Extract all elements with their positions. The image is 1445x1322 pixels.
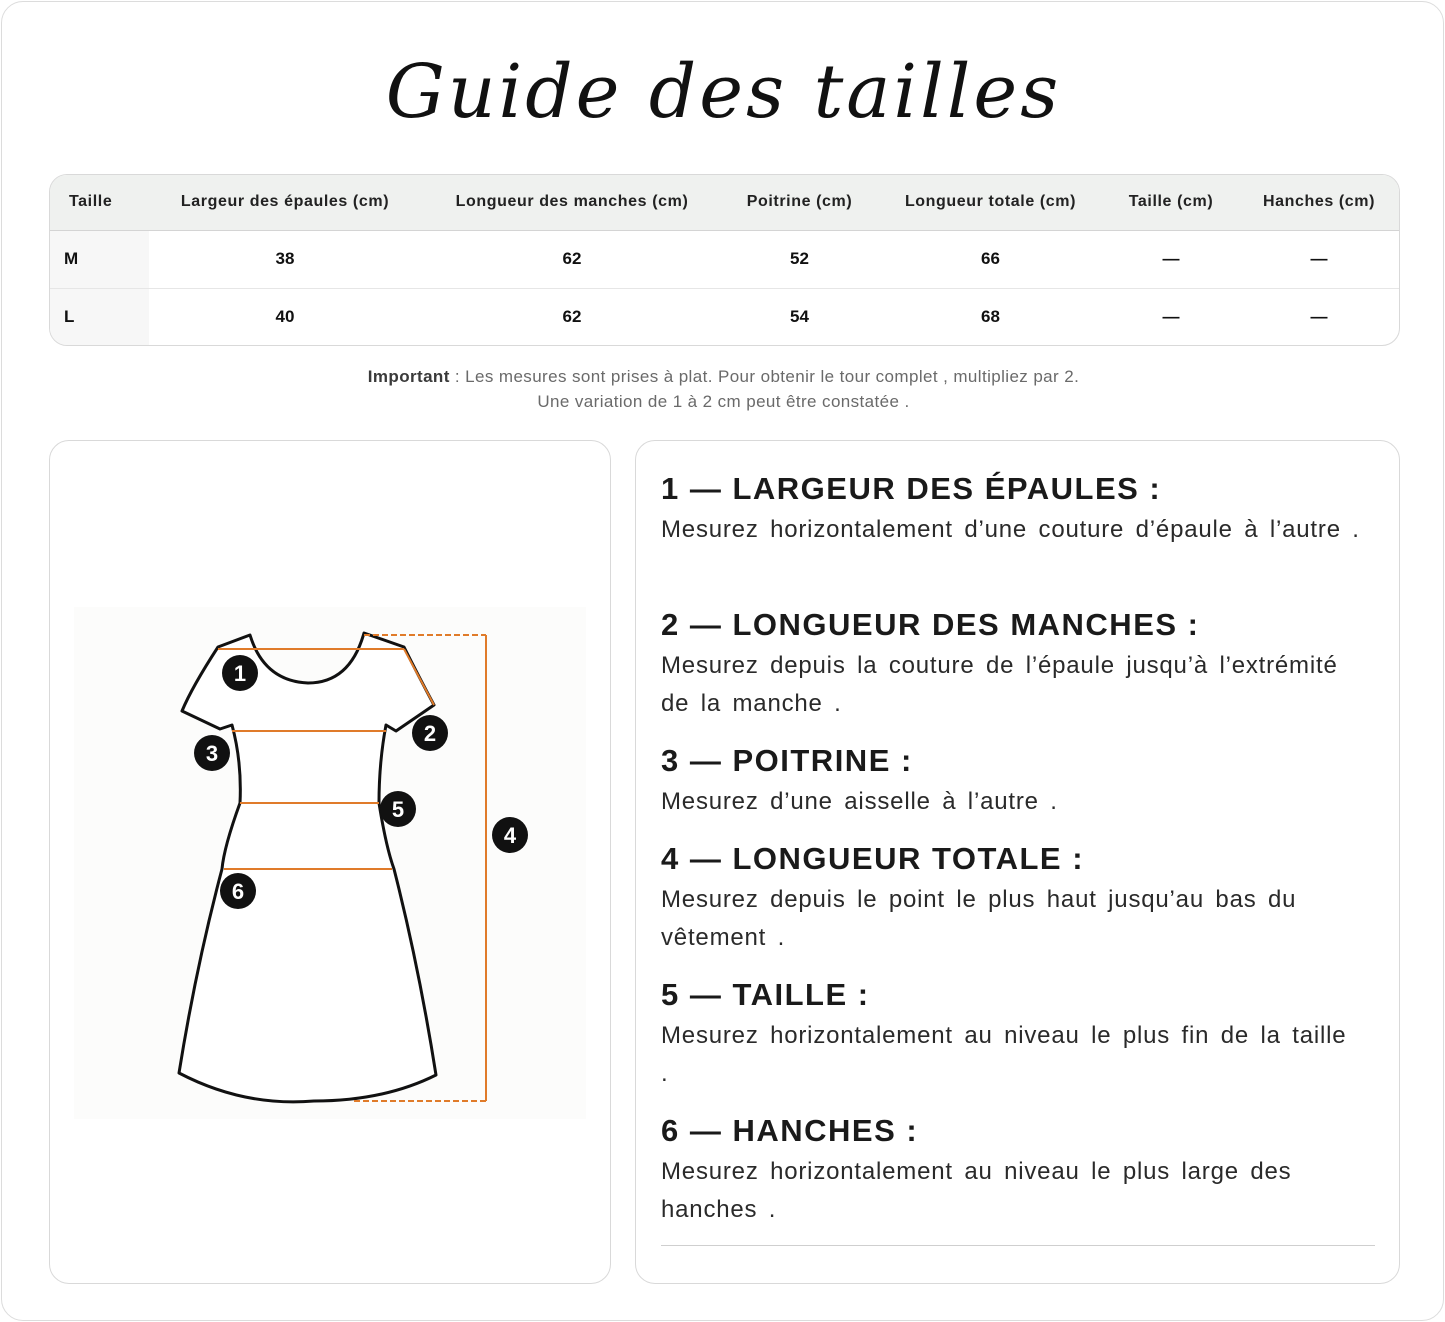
- size-guide-page: [1, 1, 1444, 1321]
- step-chest: [661, 743, 1361, 821]
- step-title: 5 — TAILLE :: [661, 977, 870, 1012]
- note-line-1: : Les mesures sont prises à plat. Pour obtenir le tour complet , multipliez par 2.: [449, 367, 1080, 386]
- table-cell: 40: [275, 307, 295, 327]
- svg-text:5: 5: [391, 797, 405, 822]
- step-total-length: [661, 841, 1361, 957]
- divider: [661, 1245, 1375, 1246]
- table-cell: —: [1162, 307, 1180, 327]
- step-title: 4 — LONGUEUR TOTALE :: [661, 841, 1085, 876]
- step-title: 6 — HANCHES :: [661, 1113, 919, 1148]
- column-header: Poitrine (cm): [723, 175, 876, 230]
- marker-2: [412, 715, 448, 751]
- column-header: Hanches (cm): [1237, 175, 1400, 230]
- step-shoulder-width: [661, 471, 1361, 549]
- table-cell: 62: [421, 230, 723, 288]
- marker-3: [194, 735, 230, 771]
- table-header-row: [50, 175, 1400, 230]
- note-line-2: Une variation de 1 à 2 cm peut être constatée .: [537, 392, 910, 411]
- step-hips: [661, 1113, 1361, 1229]
- step-text: Mesurez horizontalement d’une couture d’épaule à l’autre .: [661, 516, 1360, 543]
- table-cell: —: [1105, 230, 1237, 288]
- step-sleeve-length: [661, 607, 1361, 723]
- measurement-note: [2, 364, 1445, 414]
- table-cell: 68: [981, 307, 1000, 327]
- column-header: Taille: [50, 175, 149, 230]
- svg-text:1: 1: [233, 661, 247, 686]
- marker-1: [222, 655, 258, 691]
- column-header: Longueur totale (cm): [876, 175, 1105, 230]
- step-text: Mesurez horizontalement au niveau le plus large des hanches .: [661, 1158, 1292, 1223]
- table-cell: 52: [723, 230, 876, 288]
- marker-6: [220, 873, 256, 909]
- column-header: Largeur des épaules (cm): [149, 175, 421, 230]
- table-cell: 62: [562, 307, 582, 327]
- step-waist: [661, 977, 1361, 1093]
- table-cell: 38: [149, 230, 421, 288]
- measurement-instructions-card: [635, 440, 1400, 1284]
- svg-text:4: 4: [503, 823, 517, 848]
- step-title: 3 — POITRINE :: [661, 743, 913, 778]
- step-title: 2 — LONGUEUR DES MANCHES :: [661, 607, 1200, 642]
- table-row: [50, 230, 1400, 288]
- step-text: Mesurez horizontalement au niveau le plus fin de la taille .: [661, 1022, 1347, 1087]
- table-cell: 54: [790, 307, 809, 327]
- svg-text:3: 3: [205, 741, 219, 766]
- marker-5: [380, 791, 416, 827]
- page-title: Guide des tailles: [385, 49, 1062, 135]
- table-cell: —: [1237, 230, 1400, 288]
- size-cell: M: [50, 230, 149, 288]
- step-title: 1 — LARGEUR DES ÉPAULES :: [661, 471, 1162, 506]
- note-label: Important: [367, 367, 450, 386]
- svg-text:2: 2: [423, 721, 437, 746]
- column-header: Longueur des manches (cm): [421, 175, 723, 230]
- step-text: Mesurez d’une aisselle à l’autre .: [661, 788, 1058, 815]
- dress-diagram: [74, 607, 586, 1119]
- size-table-card: [49, 174, 1400, 346]
- size-table: [50, 175, 1400, 346]
- size-cell: L: [50, 288, 149, 346]
- table-row: [50, 288, 1400, 346]
- table-cell: —: [1310, 307, 1328, 327]
- step-text: Mesurez depuis le point le plus haut jusqu’au bas du vêtement .: [661, 886, 1297, 951]
- svg-text:6: 6: [231, 879, 245, 904]
- table-cell: 66: [876, 230, 1105, 288]
- marker-4: [492, 817, 528, 853]
- column-header: Taille (cm): [1105, 175, 1237, 230]
- step-text: Mesurez depuis la couture de l’épaule jusqu’à l’extrémité de la manche .: [661, 652, 1338, 717]
- dress-diagram-card: [49, 440, 611, 1284]
